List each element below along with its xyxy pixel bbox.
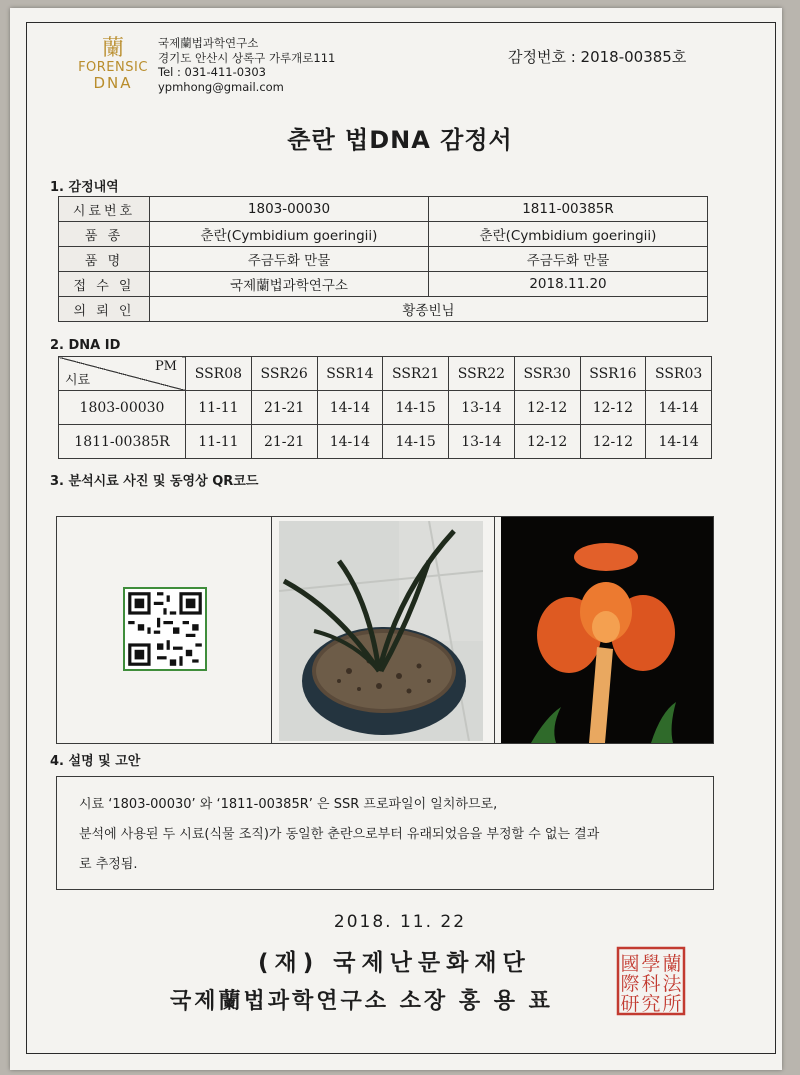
cell-sample-a: 국제蘭법과학연구소 (150, 272, 429, 297)
cell-sample-a: 주금두화 만물 (150, 247, 429, 272)
qr-cell (57, 517, 272, 743)
orchid-flower-photo (501, 517, 713, 743)
cell-sample-b: 춘란(Cymbidium goeringii) (429, 222, 708, 247)
section4-heading: 4. 설명 및 고안 (50, 754, 141, 769)
marker-header: SSR22 (449, 357, 515, 391)
description-box (56, 776, 714, 890)
allele-cell: 14-14 (317, 425, 383, 459)
allele-cell: 14-15 (383, 391, 449, 425)
cell-sample-b: 1811-00385R (429, 197, 708, 222)
allele-cell: 12-12 (514, 391, 580, 425)
issue-date: 2018. 11. 22 (333, 912, 467, 932)
official-seal-stamp (616, 946, 686, 1016)
allele-cell: 12-12 (580, 391, 646, 425)
logo-text-forensic: FORENSIC (78, 60, 148, 75)
cell-sample-b: 주금두화 만물 (429, 247, 708, 272)
logo-text-dna: DNA (93, 74, 133, 92)
org-email: ypmhong@gmail.com (158, 79, 284, 94)
row-label: 의 뢰 인 (59, 297, 150, 322)
description-line-1: 시료 ‘1803-00030’ 와 ‘1811-00385R’ 은 SSR 프로파일이 일치하므로, (79, 797, 498, 812)
section3-heading: 3. 분석시료 사진 및 동영상 QR코드 (50, 474, 259, 489)
description-line-3: 로 추정됨. (79, 857, 138, 872)
allele-cell: 14-14 (646, 391, 712, 425)
table-row (59, 425, 712, 459)
svg-text:究: 究 (641, 993, 661, 1015)
corner-cell (59, 357, 186, 391)
marker-header: SSR26 (251, 357, 317, 391)
marker-header: SSR08 (186, 357, 252, 391)
org-address: 경기도 안산시 상록구 가루개로111 (158, 50, 336, 65)
org-tel: Tel : 031-411-0303 (158, 65, 266, 79)
appraisal-details-table (58, 196, 708, 322)
table-row (59, 272, 708, 297)
svg-text:研: 研 (620, 993, 640, 1015)
sample-id: 1803-00030 (59, 391, 186, 425)
row-label: 시료번호 (59, 197, 150, 222)
org-info (158, 36, 335, 94)
table-row (59, 297, 708, 322)
marker-header: SSR03 (646, 357, 712, 391)
allele-cell: 14-14 (317, 391, 383, 425)
allele-cell: 12-12 (514, 425, 580, 459)
svg-text:際: 際 (620, 973, 640, 995)
allele-cell: 14-15 (383, 425, 449, 459)
corner-sample-label: 시료 (65, 373, 91, 388)
section1-heading: 1. 감정내역 (50, 180, 119, 195)
logo-glyph: 蘭 (101, 36, 124, 61)
corner-pm-label: PM (154, 359, 177, 374)
svg-text:國: 國 (620, 953, 640, 975)
allele-cell: 13-14 (449, 425, 515, 459)
plant-photo-cell (272, 517, 495, 743)
svg-text:學: 學 (641, 953, 661, 975)
allele-cell: 11-11 (186, 425, 252, 459)
table-row (59, 222, 708, 247)
dna-id-table (58, 356, 712, 459)
sample-id: 1811-00385R (59, 425, 186, 459)
table-row (59, 197, 708, 222)
cell-sample-b: 2018.11.20 (429, 272, 708, 297)
media-panel (56, 516, 714, 744)
qr-code-icon[interactable] (123, 587, 207, 671)
table-row (59, 247, 708, 272)
allele-cell: 12-12 (580, 425, 646, 459)
description-line-2: 분석에 사용된 두 시료(식물 조직)가 동일한 춘란으로부터 유래되었음을 부정할 수 없는 결과 (79, 827, 600, 842)
svg-text:蘭: 蘭 (662, 953, 682, 975)
svg-text:法: 法 (662, 973, 682, 995)
marker-header: SSR30 (514, 357, 580, 391)
orchid-plant-photo (279, 521, 483, 741)
cell-sample-a: 1803-00030 (150, 197, 429, 222)
table-header-row (59, 357, 712, 391)
org-name: 국제蘭법과학연구소 (158, 36, 259, 50)
table-row (59, 391, 712, 425)
certificate-number: 감정번호 : 2018-00385호 (508, 48, 687, 66)
requester-cell: 황종빈님 (150, 297, 708, 322)
signatory-line: 국제蘭법과학연구소 소장 홍 용 표 (170, 989, 553, 1014)
allele-cell: 13-14 (449, 391, 515, 425)
row-label: 접 수 일 (59, 272, 150, 297)
svg-text:科: 科 (641, 973, 661, 995)
row-label: 품 명 (59, 247, 150, 272)
cell-sample-a: 춘란(Cymbidium goeringii) (150, 222, 429, 247)
row-label: 품 종 (59, 222, 150, 247)
allele-cell: 21-21 (251, 425, 317, 459)
marker-header: SSR16 (580, 357, 646, 391)
allele-cell: 14-14 (646, 425, 712, 459)
forensic-dna-logo (78, 38, 148, 91)
allele-cell: 21-21 (251, 391, 317, 425)
section2-heading: 2. DNA ID (50, 338, 121, 353)
document-title: 춘란 법DNA 감정서 (287, 126, 513, 154)
marker-header: SSR21 (383, 357, 449, 391)
foundation-name: (재) 국제난문화재단 (258, 950, 531, 976)
allele-cell: 11-11 (186, 391, 252, 425)
marker-header: SSR14 (317, 357, 383, 391)
svg-text:所: 所 (662, 993, 682, 1015)
